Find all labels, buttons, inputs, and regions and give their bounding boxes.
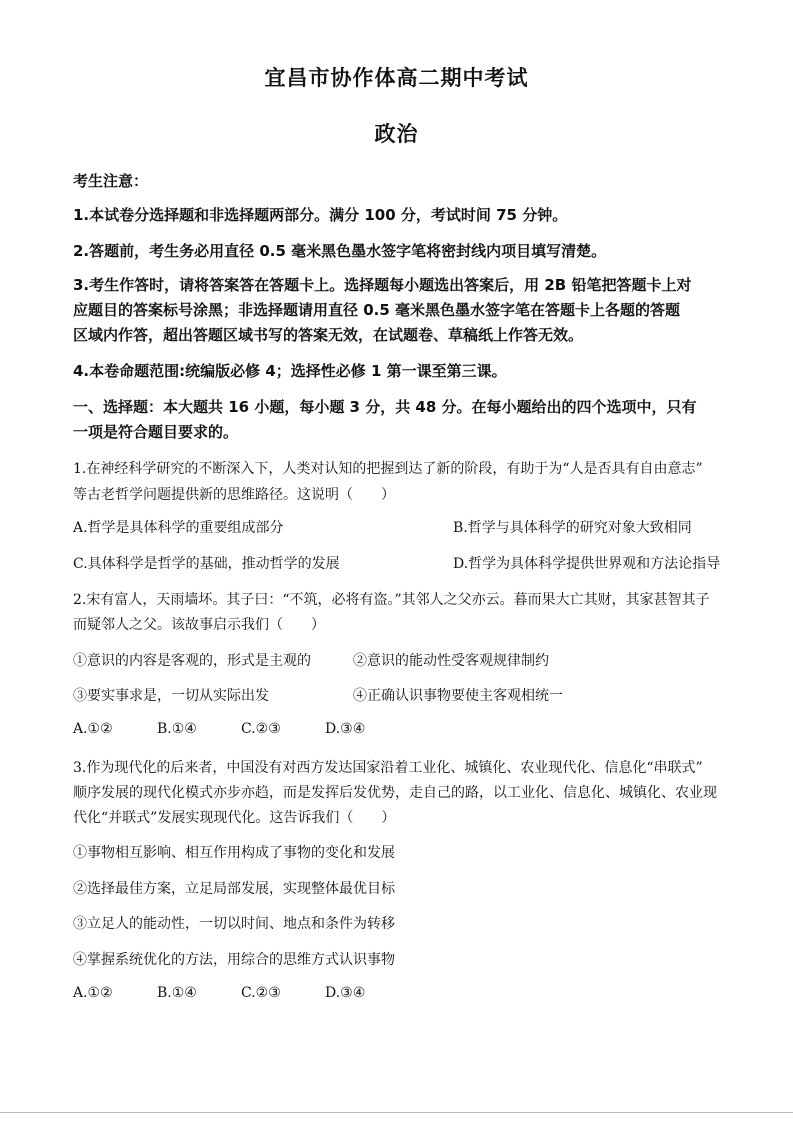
notice-item-3-line-2: 应题目的答案标号涂黑；非选择题请用直径 0.5 毫米黑色墨水签字笔在答题卡上各题的答题 xyxy=(73,301,681,319)
q3-answer-options xyxy=(73,985,723,1001)
q2-statement-1: ①意识的内容是客观的，形式是主观的 xyxy=(73,653,311,669)
q2-statements-row-1 xyxy=(73,650,723,670)
exam-title: 宜昌市协作体高二期中考试 xyxy=(264,66,529,90)
q3-statement-3: ③立足人的能动性，一切以时间、地点和条件为转移 xyxy=(73,916,395,932)
q3-statement-2: ②选择最佳方案，立足局部发展，实现整体最优目标 xyxy=(73,881,395,897)
q3-option-a: A.①② xyxy=(73,985,113,1001)
notice-item-3-line-1: 3.考生作答时，请将答案答在答题卡上。选择题每小题选出答案后，用 2B 铅笔把答题卡上对 xyxy=(73,276,692,294)
q1-options-row-2 xyxy=(73,553,723,573)
q2-option-d: D.③④ xyxy=(325,721,366,737)
q2-statement-3: ③要实事求是，一切从实际出发 xyxy=(73,688,269,704)
q1-options-row-1 xyxy=(73,517,723,537)
q1-option-a: A.哲学是具体科学的重要组成部分 xyxy=(73,520,284,536)
q3-stem-line-3: 代化“并联式”发展实现现代化。这告诉我们（ ） xyxy=(73,810,396,826)
q3-statement-4: ④掌握系统优化的方法，用综合的思维方式认识事物 xyxy=(73,952,395,968)
q2-statement-2: ②意识的能动性受客观规律制约 xyxy=(353,653,549,669)
notice-item-1: 1.本试卷分选择题和非选择题两部分。满分 100 分，考试时间 75 分钟。 xyxy=(73,206,568,224)
q3-stem-line-1: 3.作为现代化的后来者，中国没有对西方发达国家沿着工业化、城镇化、农业现代化、信息化“串联式” xyxy=(73,760,703,776)
q3-option-b: B.①④ xyxy=(157,985,197,1001)
q1-option-c: C.具体科学是哲学的基础，推动哲学的发展 xyxy=(73,556,340,572)
q2-answer-options xyxy=(73,721,723,737)
q3-statement-1: ①事物相互影响、相互作用构成了事物的变化和发展 xyxy=(73,845,395,861)
notice-item-3-line-3: 区域内作答，超出答题区域书写的答案无效，在试题卷、草稿纸上作答无效。 xyxy=(73,326,584,344)
q2-option-a: A.①② xyxy=(73,721,113,737)
q3-stem-line-2: 顺序发展的现代化模式亦步亦趋，而是发挥后发优势，走自己的路，以工业化、信息化、城镇化、农业现 xyxy=(73,785,717,801)
q1-option-b: B.哲学与具体科学的研究对象大致相同 xyxy=(453,520,692,536)
q1-option-d: D.哲学为具体科学提供世界观和方法论指导 xyxy=(453,556,721,572)
q2-option-c: C.②③ xyxy=(241,721,281,737)
q1-stem-line-1: 1.在神经科学研究的不断深入下，人类对认知的把握到达了新的阶段，有助于为“人是否具有自由意志” xyxy=(73,461,703,477)
section-heading-line-1: 一、选择题：本大题共 16 小题，每小题 3 分，共 48 分。在每小题给出的四个选项中，只有 xyxy=(73,398,697,416)
section-heading-line-2: 一项是符合题目要求的。 xyxy=(73,423,239,441)
notice-item-4: 4.本卷命题范围:统编版必修 4；选择性必修 1 第一课至第三课。 xyxy=(73,362,507,380)
notice-heading: 考生注意： xyxy=(73,172,149,190)
notice-item-2: 2.答题前，考生务必用直径 0.5 毫米黑色墨水签字笔将密封线内项目填写清楚。 xyxy=(73,242,607,260)
q3-option-c: C.②③ xyxy=(241,985,281,1001)
page-bottom-divider xyxy=(0,1112,793,1113)
subject-title: 政治 xyxy=(374,122,419,146)
q2-stem-line-1: 2.宋有富人，天雨墙坏。其子曰：“不筑，必将有盗。”其邻人之父亦云。暮而果大亡其财，其家甚智其子 xyxy=(73,592,710,608)
q1-stem-line-2: 等古老哲学问题提供新的思维路径。这说明（ ） xyxy=(73,487,395,503)
q2-stem-line-2: 而疑邻人之父。该故事启示我们（ ） xyxy=(73,617,325,633)
q2-statement-4: ④正确认识事物要使主客观相统一 xyxy=(353,688,563,704)
q3-option-d: D.③④ xyxy=(325,985,366,1001)
q2-option-b: B.①④ xyxy=(157,721,197,737)
q2-statements-row-2 xyxy=(73,685,723,705)
